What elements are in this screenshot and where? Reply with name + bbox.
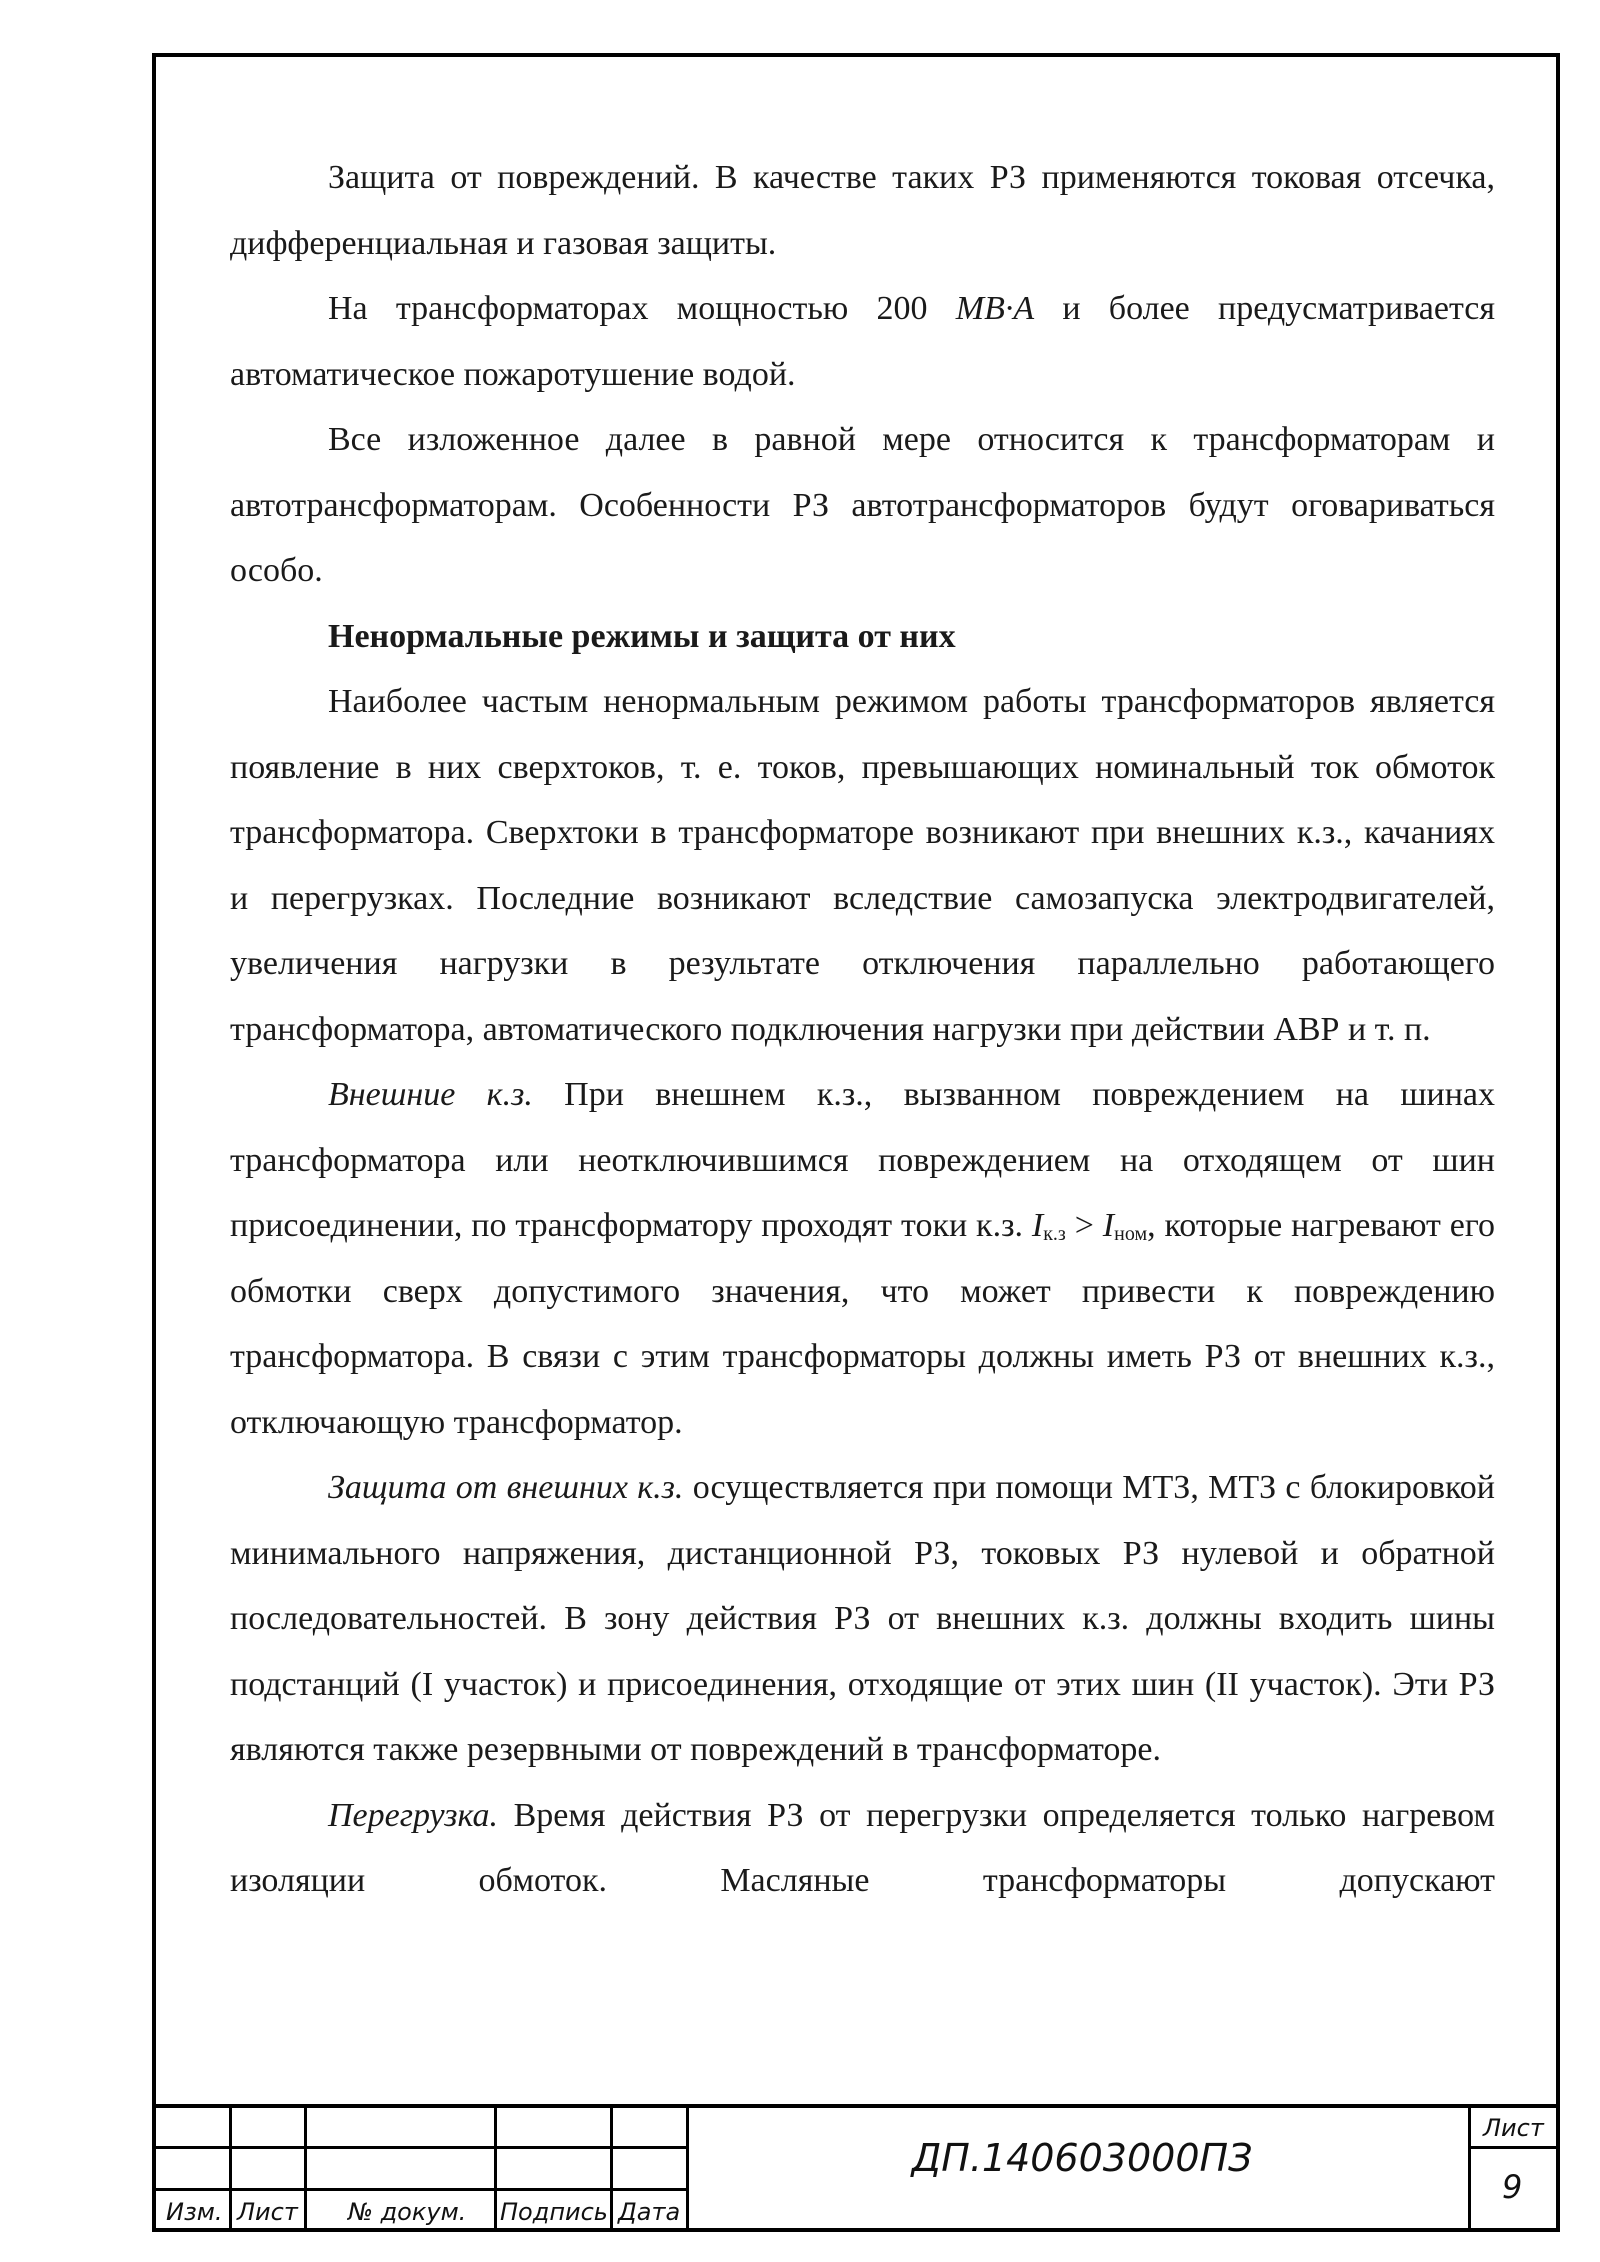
section-heading: Ненормальные режимы и защита от них — [328, 617, 956, 655]
paragraph-7-text: Время действия РЗ от перегрузки определяется только нагревом изоляции обмоток. Масляные трансформаторы допускают — [230, 1796, 1495, 1899]
stamp-row-line — [152, 2188, 686, 2191]
stamp-row-line — [1468, 2146, 1560, 2149]
paragraph-2-text-a: На трансформаторах мощностью 200 — [328, 290, 956, 327]
paragraph-5 — [230, 1062, 1495, 1455]
stamp-divider — [686, 2108, 689, 2232]
greater-than-sign: > — [1065, 1207, 1103, 1244]
paragraph-7 — [230, 1783, 1495, 1914]
stamp-divider — [494, 2108, 497, 2232]
current-nom-symbol: I — [1102, 1207, 1115, 1244]
sheet-number: 9 — [1502, 2168, 1523, 2206]
current-kz-symbol: I — [1031, 1207, 1044, 1244]
paragraph-3: Все изложенное далее в равной мере относится к трансформаторам и автотрансформаторам. Особенности РЗ автотрансформаторов будут оговариваться особо. — [230, 421, 1495, 589]
current-nom-subscript: ном — [1114, 1223, 1148, 1245]
paragraph-1: Защита от повреждений. В качестве таких РЗ применяются токовая отсечка, дифференциальная и газовая защиты. — [230, 159, 1495, 262]
stamp-doc-no-label: № докум. — [348, 2198, 467, 2226]
paragraph-2-text-b: и более предусматривается автоматическое пожаротушение водой. — [230, 290, 1495, 393]
paragraph-5-lead: Внешние к.з. — [328, 1076, 533, 1113]
paragraph-6-text: осуществляется при помощи МТЗ, МТЗ с блокировкой минимального напряжения, дистанционной РЗ, токовых РЗ нулевой и обратной последовательностей. В зону действия РЗ от внешних к.з. должны входить шины подстанций (I участок) и присоединения, отходящие от этих шин (II участок). Эти РЗ являются также резервными от повреждений в трансформаторе. — [230, 1469, 1495, 1768]
paragraph-6 — [230, 1455, 1495, 1783]
stamp-list-label: Лист — [237, 2198, 298, 2226]
title-block — [152, 2104, 1560, 2232]
paragraph-6-lead: Защита от внешних к.з. — [328, 1469, 684, 1506]
document-code: ДП.140603000ПЗ — [911, 2136, 1253, 2180]
stamp-sheet-label: Лист — [1483, 2114, 1544, 2142]
stamp-date-label: Дата — [618, 2198, 681, 2226]
stamp-divider — [304, 2108, 307, 2232]
stamp-signature-label: Подпись — [500, 2198, 608, 2226]
paragraph-7-lead: Перегрузка. — [328, 1796, 499, 1834]
current-kz-subscript: к.з — [1043, 1223, 1066, 1245]
stamp-izm-label: Изм. — [166, 2198, 223, 2226]
paragraph-5-text-a: При внешнем к.з., вызванном повреждением на шинах трансформатора или неотключившимся повреждением на отходящем от шин присоединении, по трансформатору проходят токи к.з. — [230, 1076, 1495, 1244]
stamp-divider — [229, 2108, 232, 2232]
paragraph-2 — [230, 276, 1495, 407]
document-body — [230, 145, 1495, 1914]
stamp-row-line — [152, 2146, 686, 2149]
paragraph-4: Наиболее частым ненормальным режимом работы трансформаторов является появление в них сверхтоков, т. е. токов, превышающих номинальный ток обмоток трансформатора. Сверхтоки в трансформаторе возникают при внешних к.з., качаниях и перегрузках. Последние возникают вследствие самозапуска электродвигателей, увеличения нагрузки в результате отключения параллельно работающего трансформатора, автоматического подключения нагрузки при действии АВР и т. п. — [230, 683, 1495, 1048]
power-unit: МВ·А — [955, 290, 1035, 327]
paragraph-5-text-b: , которые нагревают его обмотки сверх допустимого значения, что может привести к повреждению трансформатора. В связи с этим трансформаторы должны иметь РЗ от внешних к.з., отключающую трансформатор. — [230, 1207, 1495, 1441]
stamp-divider — [610, 2108, 613, 2232]
